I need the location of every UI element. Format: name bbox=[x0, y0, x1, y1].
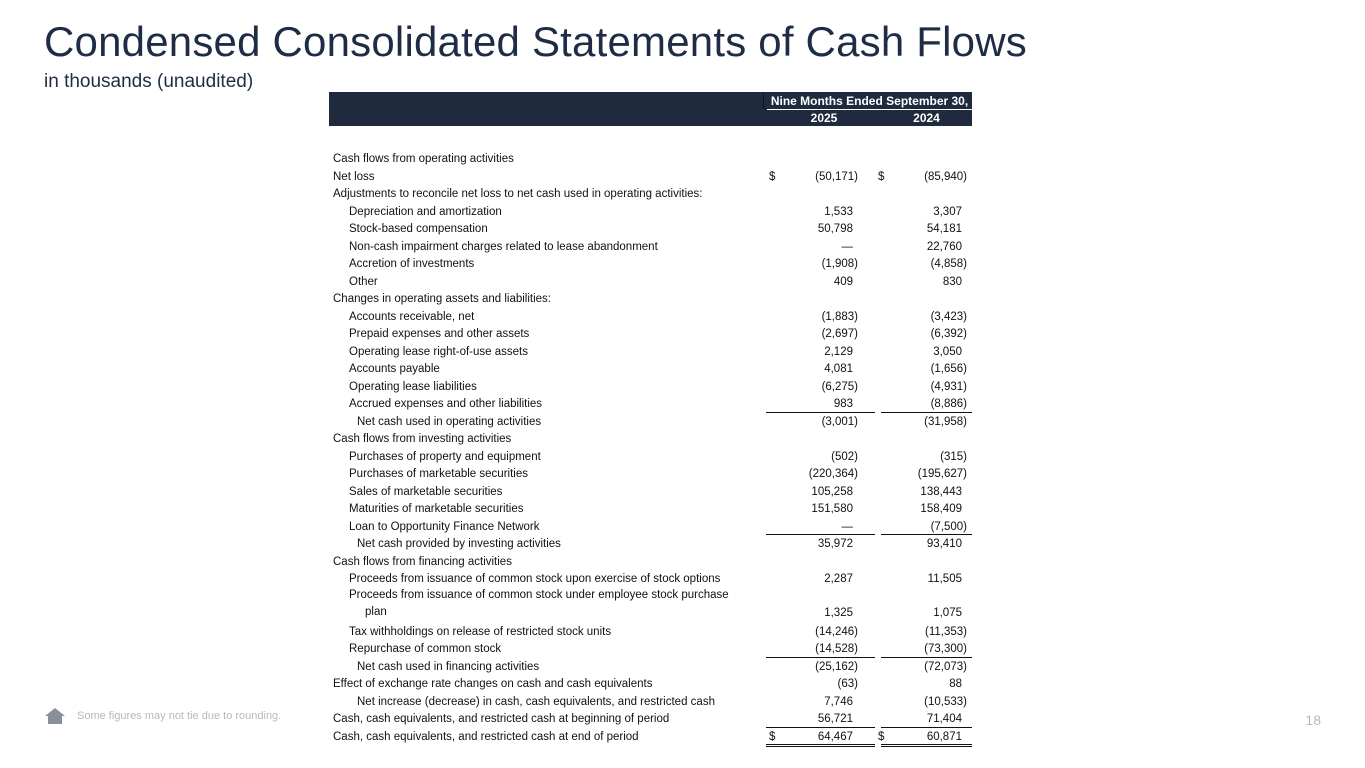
row-label: Accretion of investments bbox=[349, 258, 475, 270]
value-2024: 22,760 bbox=[926, 240, 962, 253]
value-2024: 54,181 bbox=[926, 223, 962, 235]
year-2025-header: 2025 bbox=[810, 111, 838, 125]
table-row bbox=[329, 499, 972, 517]
row-label: Net loss bbox=[333, 170, 375, 183]
value-2025: 56,721 bbox=[817, 713, 853, 725]
table-row bbox=[329, 709, 972, 727]
value-2024: (4,858) bbox=[930, 258, 967, 270]
row-label: Proceeds from issuance of common stock under employee stock purchase bbox=[349, 588, 729, 601]
value-2024: 88 bbox=[949, 678, 962, 690]
row-label: Proceeds from issuance of common stock upon exercise of stock options bbox=[349, 573, 721, 585]
value-2024: 71,404 bbox=[926, 713, 962, 725]
home-icon[interactable] bbox=[44, 707, 66, 725]
table-row bbox=[329, 167, 972, 185]
value-2024: (10,533) bbox=[924, 695, 967, 708]
table-header bbox=[329, 92, 972, 126]
subtotal-rule bbox=[881, 727, 972, 728]
value-2024: (3,423) bbox=[930, 310, 967, 323]
value-2024: (1,656) bbox=[930, 363, 967, 375]
row-label: Purchases of marketable securities bbox=[349, 468, 528, 480]
row-label: Net cash used in financing activities bbox=[357, 660, 540, 673]
row-label: Changes in operating assets and liabilities: bbox=[333, 293, 551, 305]
value-2024: (4,931) bbox=[930, 380, 967, 393]
table-row bbox=[329, 394, 972, 412]
row-label: Net cash used in operating activities bbox=[357, 415, 542, 428]
table-row bbox=[329, 674, 972, 692]
row-label: Tax withholdings on release of restricted stock units bbox=[349, 625, 612, 638]
page-number: 18 bbox=[1305, 712, 1321, 728]
subtotal-rule bbox=[881, 534, 972, 535]
row-label: Maturities of marketable securities bbox=[349, 503, 524, 515]
value-2024: 158,409 bbox=[920, 503, 962, 515]
year-2024-header: 2024 bbox=[913, 111, 940, 125]
table-row bbox=[329, 272, 972, 290]
table-row bbox=[329, 622, 972, 640]
row-label: Net cash provided by investing activities bbox=[357, 538, 561, 550]
currency-symbol: $ bbox=[878, 170, 885, 183]
row-label: Net increase (decrease) in cash, cash equivalents, and restricted cash bbox=[357, 695, 715, 708]
cash-flow-table bbox=[329, 92, 972, 744]
value-2024: 93,410 bbox=[926, 538, 962, 550]
value-2025: (14,246) bbox=[815, 625, 858, 638]
value-2025: (3,001) bbox=[821, 415, 858, 428]
value-2024: (315) bbox=[940, 450, 967, 463]
row-label: Sales of marketable securities bbox=[349, 485, 503, 498]
table-row bbox=[329, 534, 972, 552]
value-2024: (73,300) bbox=[924, 643, 967, 655]
row-label: Adjustments to reconcile net loss to net cash used in operating activities: bbox=[333, 188, 703, 200]
value-2024: (7,500) bbox=[930, 520, 967, 533]
value-2025: 7,746 bbox=[824, 695, 853, 708]
row-label: Cash flows from investing activities bbox=[333, 433, 512, 445]
table-row bbox=[329, 254, 972, 272]
value-2025: 409 bbox=[833, 275, 853, 288]
value-2024: (85,940) bbox=[924, 170, 967, 183]
table-row bbox=[329, 429, 972, 447]
table-row bbox=[329, 727, 972, 745]
row-label: Purchases of property and equipment bbox=[349, 450, 541, 463]
currency-symbol: $ bbox=[878, 730, 885, 743]
row-label: Depreciation and amortization bbox=[349, 205, 502, 218]
page-subtitle: in thousands (unaudited) bbox=[44, 71, 254, 92]
row-label: Cash, cash equivalents, and restricted cash at beginning of period bbox=[333, 713, 670, 725]
table-row bbox=[329, 569, 972, 587]
currency-symbol: $ bbox=[769, 730, 776, 743]
value-2024: 11,505 bbox=[927, 573, 962, 585]
value-2025: 105,258 bbox=[811, 485, 853, 498]
value-2024: (11,353) bbox=[925, 625, 967, 638]
value-2025: (1,883) bbox=[821, 310, 858, 323]
table-row bbox=[329, 219, 972, 237]
value-2024: (72,073) bbox=[924, 660, 967, 673]
value-2025: (2,697) bbox=[821, 328, 858, 340]
value-2025: (6,275) bbox=[821, 380, 858, 393]
value-2025: (14,528) bbox=[815, 643, 858, 655]
table-row bbox=[329, 289, 972, 307]
value-2024: 1,075 bbox=[933, 606, 962, 619]
value-2024: (195,627) bbox=[917, 468, 967, 480]
table-row bbox=[329, 202, 972, 220]
table-row bbox=[329, 149, 972, 167]
value-2025: (1,908) bbox=[821, 258, 858, 270]
value-2025: 50,798 bbox=[817, 223, 853, 235]
value-2025: 1,325 bbox=[824, 606, 853, 619]
subtotal-rule bbox=[881, 412, 972, 413]
row-label: Cash flows from operating activities bbox=[333, 153, 514, 165]
table-row bbox=[329, 307, 972, 325]
row-label: Loan to Opportunity Finance Network bbox=[349, 520, 540, 533]
value-2025: (502) bbox=[831, 450, 858, 463]
table-row bbox=[329, 412, 972, 430]
page-title: Condensed Consolidated Statements of Cash Flows bbox=[44, 18, 1027, 65]
value-2024: (8,886) bbox=[930, 398, 967, 410]
value-2024: 60,871 bbox=[926, 730, 962, 743]
value-2025: — bbox=[841, 520, 853, 533]
value-2025: (220,364) bbox=[808, 468, 858, 480]
row-label: Operating lease liabilities bbox=[349, 380, 477, 393]
value-2025: 1,533 bbox=[824, 205, 853, 218]
table-row bbox=[329, 639, 972, 657]
row-label: Effect of exchange rate changes on cash and cash equivalents bbox=[333, 678, 653, 690]
row-label: Other bbox=[349, 275, 378, 288]
table-row bbox=[329, 237, 972, 255]
table-row bbox=[329, 377, 972, 395]
value-2024: 830 bbox=[942, 275, 962, 288]
row-label: Accrued expenses and other liabilities bbox=[349, 398, 543, 410]
value-2025: 4,081 bbox=[824, 363, 853, 375]
footnote: Some figures may not tie due to rounding. bbox=[77, 710, 282, 722]
value-2025: — bbox=[841, 240, 853, 253]
subtotal-rule bbox=[881, 657, 972, 658]
table-row bbox=[329, 447, 972, 465]
value-2025: 983 bbox=[833, 398, 853, 410]
table-row bbox=[329, 359, 972, 377]
row-label: Accounts receivable, net bbox=[349, 310, 475, 323]
table-row bbox=[329, 657, 972, 675]
subtotal-rule bbox=[766, 534, 875, 535]
value-2024: 3,307 bbox=[933, 205, 962, 218]
table-row bbox=[329, 324, 972, 342]
value-2025: 2,287 bbox=[824, 573, 853, 585]
value-2025: 2,129 bbox=[824, 345, 853, 358]
table-row bbox=[329, 482, 972, 500]
subtotal-rule bbox=[766, 412, 875, 413]
value-2024: (31,958) bbox=[924, 415, 967, 428]
row-label: Stock-based compensation bbox=[349, 223, 488, 235]
currency-symbol: $ bbox=[769, 170, 776, 183]
period-header: Nine Months Ended September 30, bbox=[770, 94, 969, 108]
table-row bbox=[329, 587, 972, 622]
subtotal-rule bbox=[766, 727, 875, 728]
table-row bbox=[329, 552, 972, 570]
table-row bbox=[329, 464, 972, 482]
table-body bbox=[329, 149, 972, 744]
value-2025: 35,972 bbox=[817, 538, 853, 550]
value-2025: 64,467 bbox=[817, 730, 853, 743]
row-label: Cash flows from financing activities bbox=[333, 555, 512, 568]
row-label-continued: plan bbox=[365, 605, 387, 618]
value-2025: 151,580 bbox=[811, 503, 853, 515]
value-2025: (50,171) bbox=[815, 170, 858, 183]
value-2024: 138,443 bbox=[920, 485, 962, 498]
value-2025: (25,162) bbox=[815, 660, 858, 673]
value-2024: (6,392) bbox=[930, 328, 967, 340]
row-label: Prepaid expenses and other assets bbox=[349, 328, 530, 340]
table-row bbox=[329, 517, 972, 535]
table-row bbox=[329, 692, 972, 710]
row-label: Operating lease right-of-use assets bbox=[349, 345, 528, 358]
row-label: Cash, cash equivalents, and restricted cash at end of period bbox=[333, 730, 639, 743]
table-row bbox=[329, 184, 972, 202]
table-row bbox=[329, 342, 972, 360]
value-2025: (63) bbox=[837, 678, 858, 690]
row-label: Non-cash impairment charges related to lease abandonment bbox=[349, 240, 658, 253]
subtotal-rule bbox=[766, 657, 875, 658]
value-2024: 3,050 bbox=[933, 345, 962, 358]
row-label: Accounts payable bbox=[349, 363, 440, 375]
row-label: Repurchase of common stock bbox=[349, 643, 502, 655]
